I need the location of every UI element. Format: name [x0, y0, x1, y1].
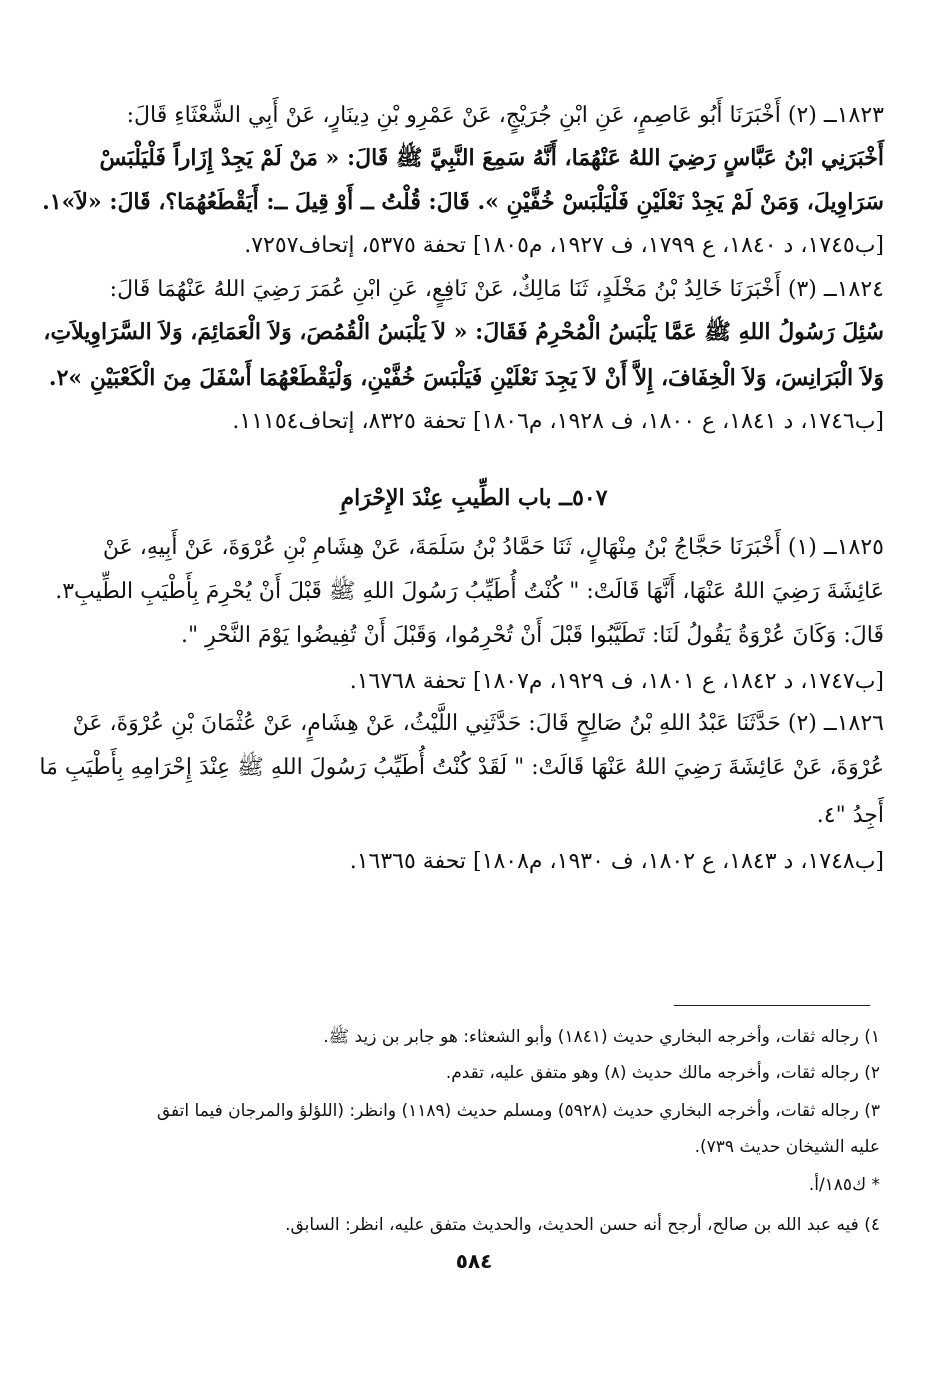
hadith-1825: [55, 530, 884, 706]
chapter-heading: ٥٠٧ــ باب الطِّيبِ عِنْدَ الإِحْرَامِ: [340, 485, 608, 511]
footnote-2: ٢) رجاله ثقات، وأخرجه مالك حديث (٨) وهو متفق عليه، تقدم.: [445, 1063, 880, 1083]
footnote-4: ٤) فيه عبد الله بن صالح، أرجح أنه حسن الحديث، والحديث متفق عليه، انظر: السابق.: [285, 1215, 880, 1235]
hadith-1825-line-3: قَالَ: وَكَانَ عُرْوَةُ يَقُولُ لَنَا: تَطَيَّبُوا قَبْلَ أَنْ تُحْرِمُوا، وَقَبْلَ أَنْ تُفِيضُوا يَوْمَ النَّحْرِ ".: [181, 623, 884, 648]
hadith-1823-line-2: أَخْبَرَنِي ابْنُ عَبَّاسٍ رَضِيَ اللهُ عَنْهُمَا، أَنَّهُ سَمِعَ النَّبِيَّ ﷺ قَالَ: « مَنْ لَمْ يَجِدْ إِزَاراً فَلْيَلْبَسْ: [99, 145, 884, 171]
footnote-separator: [674, 1005, 870, 1006]
hadith-1824-line-3: وَلاَ الْبَرَانِسَ، وَلاَ الْخِفَافَ، إِلاَّ أَنْ لاَ يَجِدَ نَعْلَيْنِ فَيَلْبَسَ خُفَّيْنِ، وَلْيَقْطَعْهُمَا أَسْفَلَ مِنَ الْكَعْبَيْنِ »٢.: [48, 365, 884, 391]
hadith-1825-line-1: ١٨٢٥ــ (١) أَخْبَرَنَا حَجَّاجُ بْنُ مِنْهَالٍ، ثَنَا حَمَّادُ بْنُ سَلَمَةَ، عَنْ هِشَامِ بْنِ عُرْوَةَ، عَنْ أَبِيهِ، عَنْ: [102, 535, 884, 560]
footnote-3: ٣) رجاله ثقات، وأخرجه البخاري حديث (٥٩٢٨) ومسلم حديث (١١٨٩) وانظر: (اللؤلؤ والمرجان فيما اتفق: [156, 1101, 880, 1121]
hadith-1826-refs: [ب١٧٤٨، د ١٨٤٣، ع ١٨٠٢، ف ١٩٣٠، م١٨٠٨] تحفة ١٦٣٦٥.: [349, 849, 884, 874]
hadith-1826: [39, 706, 884, 884]
hadith-1824: [43, 272, 884, 448]
footnote-1: ١) رجاله ثقات، وأخرجه البخاري حديث (١٨٤١) وأبو الشعثاء: هو جابر بن زيد ﷺ.: [323, 1027, 880, 1047]
hadith-1826-line-2: عُرْوَةَ، عَنْ عَائِشَةَ رَضِيَ اللهُ عَنْهَا قَالَتْ: " لَقَدْ كُنْتُ أُطَيِّبُ رَسُولَ اللهِ ﷺ عِنْدَ إِحْرَامِهِ بِأَطْيَبِ مَا: [39, 755, 884, 780]
footnote-asterisk: * ك١٨٥/أ.: [808, 1175, 880, 1195]
hadith-1825-refs: [ب١٧٤٧، د ١٨٤٢، ع ١٨٠١، ف ١٩٢٩، م١٨٠٧] تحفة ١٦٧٦٨.: [349, 669, 884, 694]
hadith-1826-line-3: أَجِدُ "٤.: [816, 803, 884, 828]
hadith-1823: [42, 98, 884, 268]
hadith-1825-line-2: عَائِشَةَ رَضِيَ اللهُ عَنْهَا، أَنَّهَا قَالَتْ: " كُنْتُ أُطَيِّبُ رَسُولَ اللهِ ﷺ قَبْلَ أَنْ يُحْرِمَ بِأَطْيَبِ الطِّيبِ٣.: [55, 579, 884, 604]
page-number: ٥٨٤: [455, 1249, 493, 1273]
hadith-1824-refs: [ب١٧٤٦، د ١٨٤١، ع ١٨٠٠، ف ١٩٢٨، م١٨٠٦] تحفة ٨٣٢٥، إتحاف١١١٥٤.: [232, 409, 884, 434]
hadith-1823-line-3: سَرَاوِيلَ، وَمَنْ لَمْ يَجِدْ نَعْلَيْنِ فَلْيَلْبَسْ خُفَّيْنِ ». قَالَ: قُلْتُ ــ أَوْ قِيلَ ــ: أَيَقْطَعُهُمَا؟، قَالَ: «لاَ»١.: [42, 189, 884, 215]
hadith-1823-line-1: ١٨٢٣ــ (٢) أَخْبَرَنَا أَبُو عَاصِمٍ، عَنِ ابْنِ جُرَيْجٍ، عَنْ عَمْرِو بْنِ دِينَارٍ، عَنْ أَبِي الشَّعْثَاءِ قَالَ:: [126, 103, 884, 128]
hadith-1823-refs: [ب١٧٤٥، د ١٨٤٠، ع ١٧٩٩، ف ١٩٢٧، م١٨٠٥] تحفة ٥٣٧٥، إتحاف٧٢٥٧.: [244, 233, 884, 258]
hadith-1824-line-1: ١٨٢٤ــ (٣) أَخْبَرَنَا خَالِدُ بْنُ مَخْلَدٍ، ثَنَا مَالِكٌ، عَنْ نَافِعٍ، عَنِ ابْنِ عُمَرَ رَضِيَ اللهُ عَنْهُمَا قَالَ:: [109, 277, 884, 302]
hadith-1824-line-2: سُئِلَ رَسُولُ اللهِ ﷺ عَمَّا يَلْبَسُ الْمُحْرِمُ فَقَالَ: « لاَ يَلْبَسُ الْقُمُصَ، وَلاَ الْعَمَائِمَ، وَلاَ السَّرَاوِيلاَتِ،: [43, 319, 884, 345]
footnote-3-continued: عليه الشيخان حديث ٧٣٩).: [694, 1137, 880, 1157]
hadith-1826-line-1: ١٨٢٦ــ (٢) حَدَّثَنَا عَبْدُ اللهِ بْنُ صَالِحٍ قَالَ: حَدَّثَنِي اللَّيْثُ، عَنْ هِشَامٍ، عَنْ عُثْمَانَ بْنِ عُرْوَةَ، عَنْ: [72, 711, 884, 736]
